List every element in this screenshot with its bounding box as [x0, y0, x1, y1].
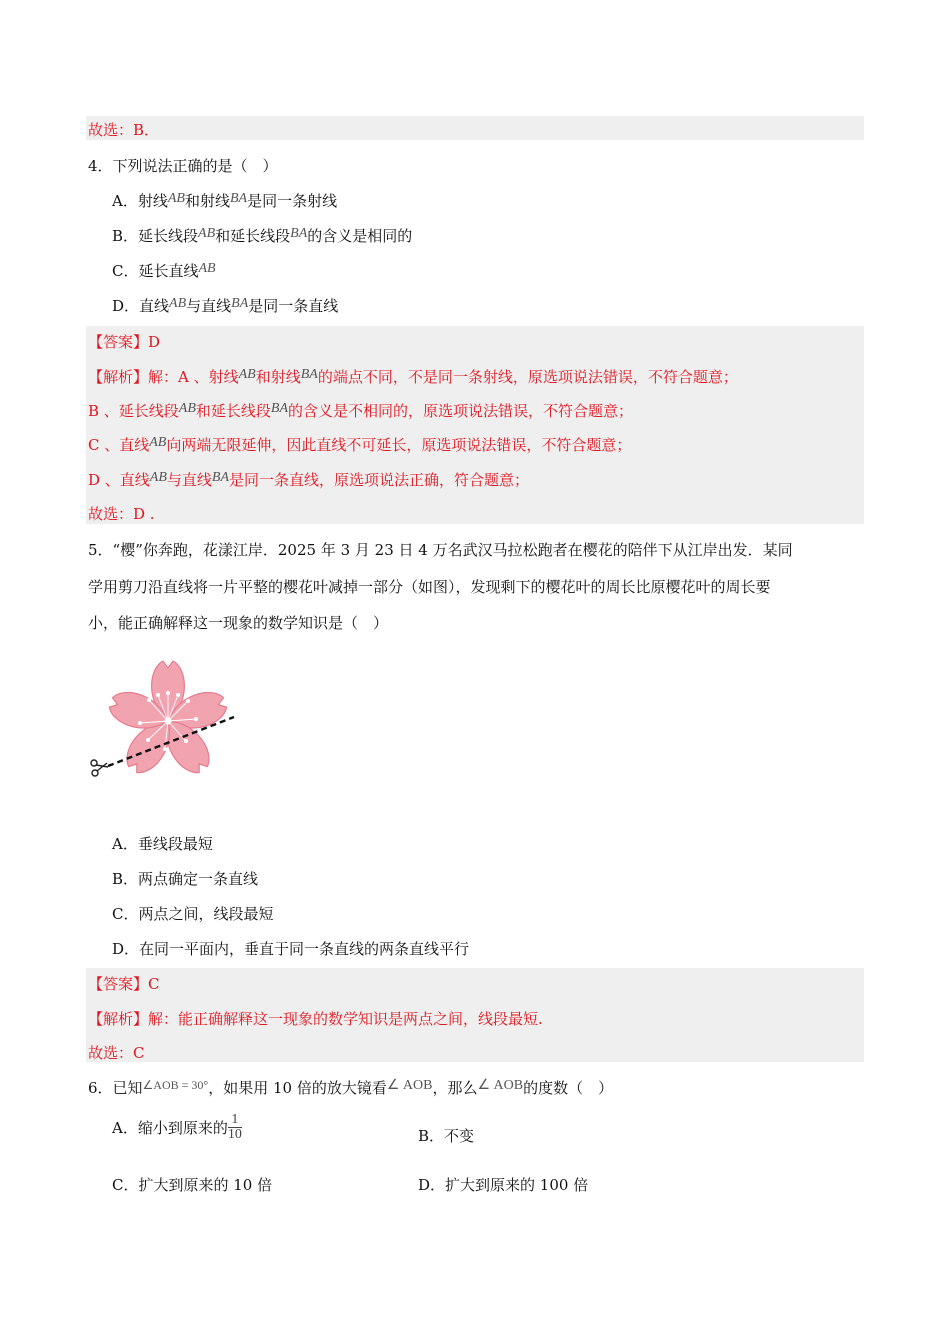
q5-stem-line2: 学用剪刀沿直线将一片平整的樱花叶减掉一部分（如图），发现剩下的樱花叶的周长比原樱花叶的周长要 [88, 578, 771, 596]
q5-option-a: A．垂线段最短 [112, 835, 213, 853]
q6-option-b: B．不变 [418, 1127, 475, 1145]
q4-option-d: D．直线AB与直线BA是同一条直线 [112, 296, 339, 315]
q4-stem: 4．下列说法正确的是（ ） [88, 157, 278, 175]
q5-stem-line3: 小，能正确解释这一现象的数学知识是（ ） [88, 614, 389, 632]
q4-answer: 【答案】D [88, 333, 161, 351]
q5-answer: 【答案】C [88, 975, 160, 993]
answer-box-q3 [86, 116, 864, 140]
q5-stem-line1: 5．“樱”你奔跑，花漾江岸．2025 年 3 月 23 日 4 万名武汉马拉松跑者在樱花的陪伴下从江岸出发．某同 [88, 541, 793, 559]
q4-option-c: C．延长直线AB [112, 261, 216, 280]
q4-option-b: B．延长线段AB和延长线段BA的含义是相同的 [112, 226, 413, 245]
q4-jiexi-line2: B 、延长线段AB和延长线段BA的含义是不相同的，原选项说法错误，不符合题意； [88, 401, 634, 420]
q5-jiexi: 【解析】解：能正确解释这一现象的数学知识是两点之间，线段最短. [88, 1010, 543, 1028]
fraction-one-tenth: $\frac{1}{10}$ [227, 1112, 242, 1142]
q4-jiexi-line3: C 、直线AB向两端无限延伸，因此直线不可延长，原选项说法错误，不符合题意； [88, 435, 632, 454]
q5-option-d: D．在同一平面内，垂直于同一条直线的两条直线平行 [112, 940, 470, 958]
q5-option-c: C．两点之间，线段最短 [112, 905, 274, 923]
q4-option-a: A．射线AB和射线BA是同一条射线 [112, 191, 338, 210]
q6-option-c: C．扩大到原来的 10 倍 [112, 1176, 273, 1194]
answer-box-q4 [86, 326, 864, 524]
cherry-blossom-figure [86, 655, 246, 790]
q5-guxuan: 故选：C [88, 1044, 145, 1062]
q5-option-b: B．两点确定一条直线 [112, 870, 259, 888]
q3-guxuan: 故选：B． [88, 121, 160, 139]
cherry-blossom-icon [106, 661, 230, 779]
q4-guxuan: 故选：D . [88, 505, 155, 523]
q4-jiexi-line4: D 、直线AB与直线BA是同一条直线，原选项说法正确，符合题意； [88, 470, 530, 489]
scissors-icon [91, 760, 108, 776]
q6-option-d: D．扩大到原来的 100 倍 [418, 1176, 589, 1194]
q4-jiexi-line1: 【解析】解：A 、射线AB和射线BA的端点不同，不是同一条射线，原选项说法错误，不符合题意； [88, 367, 738, 386]
q6-option-a: A．缩小到原来的 $\frac{1}{10}$ [112, 1112, 242, 1142]
q6-stem: 6．已知$^{\angle AOB = 30^\circ}$，如果用 10 倍的放大镜看∠ AOB，那么∠ AOB的度数（ ） [88, 1078, 614, 1097]
